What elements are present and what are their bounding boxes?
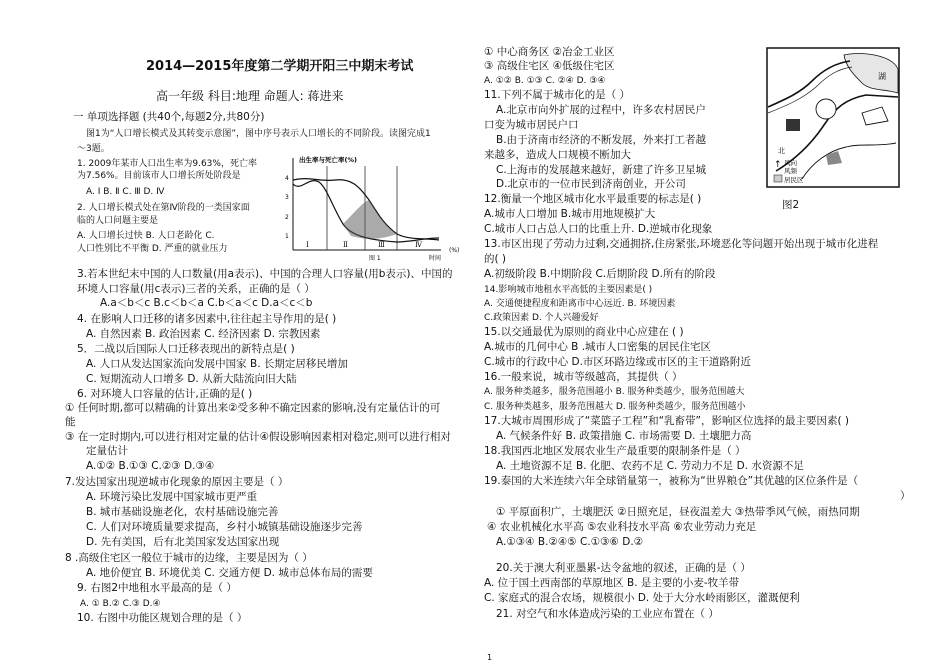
question-6: 6. 对环境人口容量的估计,正确的是( ): [77, 388, 253, 400]
question-8: 8 .高级住宅区一般位于城市的边缘，主要是因为（ ）: [65, 552, 313, 564]
city-functional-zone-map: [766, 47, 900, 188]
legend-house-swatch: [774, 175, 782, 182]
question-6-statement-1: ① 任何时期,都可以精确的计算出来②受多种不确定因素的影响,没有定量估计的可: [65, 402, 441, 414]
question-14-options-cd: C.政策因素 D. 个人兴趣爱好: [484, 313, 599, 323]
question-13: 13.市区出现了劳动力过剩,交通拥挤,住房紧张,环境恶化等问题开始出现于城市化进程: [484, 238, 879, 250]
question-11: 11.下列不属于城市化的是（ ）: [484, 89, 631, 101]
page-number: 1: [487, 653, 493, 662]
question-19-statements-1: ① 平原面积广，土壤肥沃 ②日照充足，昼夜温差大 ③热带季风气候，雨热同期: [496, 506, 860, 518]
question-6-options: A.①② B.①③ C.②③ D.③④: [86, 460, 215, 472]
legend-residential: 居民区: [784, 176, 804, 184]
question-19: 19.泰国的大米连续六年全球销量第一，被称为“世界粮仓”其优越的区位条件是（: [484, 475, 859, 487]
question-2-options: A. 人口增长过快 B. 人口老龄化 C.: [77, 231, 215, 241]
stage-4-label: Ⅳ: [415, 241, 422, 249]
figure2-caption: 图2: [782, 199, 800, 211]
question-5-options-cd: C. 短期流动人口增多 D. 从新大陆流向旧大陆: [86, 373, 297, 385]
question-5: 5．二战以后国际人口迁移表现出的新特点是( ): [77, 343, 295, 355]
question-19-statements-2: ④ 农业机械化水平高 ⑤农业科技水平高 ⑥农业劳动力充足: [487, 521, 757, 533]
question-19-cont: ）: [900, 490, 911, 502]
question-10: 10. 右图中功能区规划合理的是（ ）: [77, 612, 248, 624]
question-4: 4. 在影响人口迁移的诸多因素中,往往起主导作用的是( ): [77, 313, 337, 325]
figure-intro-cont: ～3题。: [77, 144, 110, 154]
x-axis-label: 时间: [429, 255, 442, 262]
question-10-options: A. ①② B. ①③ C. ②④ D. ③④: [484, 76, 606, 86]
question-9: 9. 右图2中地租水平最高的是（ ）: [77, 582, 237, 594]
question-2: 2. 人口增长模式处在第Ⅳ阶段的一类国家面: [77, 203, 250, 213]
zone-1-marker: [816, 99, 836, 119]
question-12: 12.衡量一个地区城市化水平最重要的标志是( ): [484, 193, 702, 205]
question-3: 3.若本世纪末中国的人口数量(用a表示)、中国的合理人口容量(用b表示)、中国的: [77, 268, 453, 280]
question-12-options-ab: A.城市人口增加 B.城市用地规模扩大: [484, 208, 656, 220]
question-10-statements-1: ① 中心商务区 ②冶金工业区: [484, 46, 615, 58]
north-label: 北: [778, 147, 785, 155]
question-1: 1. 2009年某市人口出生率为9.63%，死亡率: [77, 159, 257, 169]
question-7-option-b: B. 城市基础设施老化，农村基础设施完善: [86, 506, 279, 518]
question-16: 16.一般来说，城市等级越高，其提供（ ）: [484, 371, 683, 383]
question-11-option-a: A.北京市向外扩展的过程中，许多农村居民户: [496, 104, 706, 116]
stage-3-label: Ⅲ: [378, 241, 385, 249]
question-15-options-cd: C.城市的行政中心 D.市区环路边缘或市区的主干道路附近: [484, 356, 751, 368]
question-14-options-ab: A. 交通便捷程度和距离市中心远近. B. 环境因素: [484, 299, 676, 309]
question-16-options-cd: C. 服务种类越多，服务范围越大 D. 服务种类越少，服务范围越小: [484, 402, 746, 412]
question-7-option-d: D. 先有美国，后有北美国家发达国家出现: [86, 536, 280, 548]
question-5-options-ab: A. 人口从发达国家流向发展中国家 B. 长期定居移民增加: [86, 358, 348, 370]
legend-wind-frequency: 风频: [784, 167, 797, 175]
question-11-option-a-cont: 口变为城市居民户口: [484, 119, 579, 131]
question-2-cont: 临的人口问题主要是: [77, 216, 159, 226]
question-6-statement-2-cont: 定量估计: [86, 445, 128, 457]
natural-growth-area: [343, 200, 397, 239]
question-11-option-c: C.上海市的发展越来越好，新建了许多卫星城: [496, 164, 707, 176]
question-21: 21. 对空气和水体造成污染的工业应布置在（ ）: [496, 608, 719, 620]
exam-subtitle: 高一年级 科目:地理 命题人: 蒋进来: [156, 89, 344, 103]
question-7: 7.发达国家出现逆城市化现象的原因主要是（ ）: [65, 476, 289, 488]
question-12-options-cd: C.城市人口占总人口的比重上升. D.逆城市化现象: [484, 223, 713, 235]
y-tick-4: 4: [285, 175, 289, 182]
figure1-title: 出生率与死亡率(%): [299, 156, 357, 164]
question-17: 17.大城市周围形成了“菜篮子工程”和“乳畜带”，影响区位选择的最主要因素( ): [484, 415, 849, 427]
stage-1-label: Ⅰ: [306, 241, 309, 249]
question-1-options: A. Ⅰ B. Ⅱ C. Ⅲ D. Ⅳ: [86, 187, 165, 197]
zone-2-marker: [786, 119, 800, 131]
legend-wind-direction: 风向: [784, 159, 797, 167]
question-18: 18.我国西北地区发展农业生产最重要的限制条件是（ ）: [484, 445, 746, 457]
question-2-options-cont: 人口性别比不平衡 D. 严重的就业压力: [77, 244, 228, 254]
question-17-options: A. 气候条件好 B. 政策措施 C. 市场需要 D. 土壤肥力高: [496, 430, 752, 442]
question-6-statement-2: ③ 在一定时期内,可以进行相对定量的估计④假设影响因素相对稳定,则可以进行相对: [65, 431, 451, 443]
figure1-caption: 图 1: [369, 255, 381, 262]
figure-intro: 图1为“人口增长模式及其转变示意图”，图中序号表示人口增长的不同阶段。读图完成1: [86, 129, 431, 139]
question-15: 15.以交通最优为原则的商业中心应建在 ( ): [484, 326, 684, 338]
question-6-statement-1-cont: 能: [65, 416, 76, 428]
population-growth-diagram: [279, 152, 475, 262]
question-20-options-ab: A. 位于国土西南部的草原地区 B. 是主要的小麦-牧羊带: [484, 577, 740, 589]
question-9-options: A. ① B.② C.③ D.④: [80, 599, 161, 609]
question-3-cont: 环境人口容量(用c表示)三者的关系，正确的是（ ）: [77, 283, 315, 295]
lake-label: 湖: [878, 72, 886, 81]
legend-arrow: ↑: [774, 160, 782, 170]
stage-2-label: Ⅱ: [343, 241, 348, 249]
question-7-option-a: A. 环境污染比发展中国家城市更严重: [86, 491, 258, 503]
question-11-option-b: B.由于济南市经济的不断发展，外来打工者越: [496, 134, 707, 146]
question-8-options: A. 地价便宜 B. 环境优美 C. 交通方便 D. 城市总体布局的需要: [86, 567, 373, 579]
question-20-options-cd: C. 家庭式的混合农场，规模很小 D. 处于大分水岭雨影区，灌溉便利: [484, 592, 800, 604]
question-13-cont: 的( ): [484, 253, 507, 265]
question-4-options: A. 自然因素 B. 政治因素 C. 经济因素 D. 宗教因素: [86, 328, 321, 340]
y-tick-1: 1: [285, 233, 289, 240]
question-3-options: A.a＜b＜c B.c＜b＜a C.b＜a＜c D.a＜c＜b: [100, 297, 313, 309]
question-20: 20.关于澳大利亚墨累-达令盆地的叙述，正确的是（ ）: [496, 562, 751, 574]
question-11-option-d: D.北京市的一位市民到济南创业，开公司: [496, 178, 686, 190]
question-13-options: A.初级阶段 B.中期阶段 C.后期阶段 D.所有的阶段: [484, 268, 716, 280]
section-heading: 一 单项选择题 (共40个,每题2分,共80分): [73, 111, 265, 123]
question-7-option-c: C. 人们对环境质量要求提高，乡村小城镇基础设施逐步完善: [86, 521, 363, 533]
y-tick-2: 2: [285, 214, 289, 221]
question-14: 14.影响城市地租水平高低的主要因素是( ): [484, 285, 653, 295]
question-15-options-ab: A.城市的几何中心 B .城市人口密集的居民住宅区: [484, 341, 712, 353]
question-1-cont: 为7.56%。目前该市人口增长所处阶段是: [77, 171, 241, 181]
unit-label: (%): [449, 247, 460, 254]
question-18-options: A. 土地资源不足 B. 化肥、农药不足 C. 劳动力不足 D. 水资源不足: [496, 460, 804, 472]
exam-title: 2014—2015年度第二学期开阳三中期末考试: [146, 59, 414, 74]
question-16-options-ab: A. 服务种类越多，服务范围越小 B. 服务种类越少，服务范围越大: [484, 387, 745, 397]
y-tick-3: 3: [285, 194, 289, 201]
question-10-statements-2: ③ 高级住宅区 ④低级住宅区: [484, 60, 615, 72]
question-19-options: A.①③④ B.②④⑤ C.①③⑥ D.②: [496, 536, 644, 548]
question-11-option-b-cont: 来越多，造成人口规模不断加大: [484, 149, 631, 161]
